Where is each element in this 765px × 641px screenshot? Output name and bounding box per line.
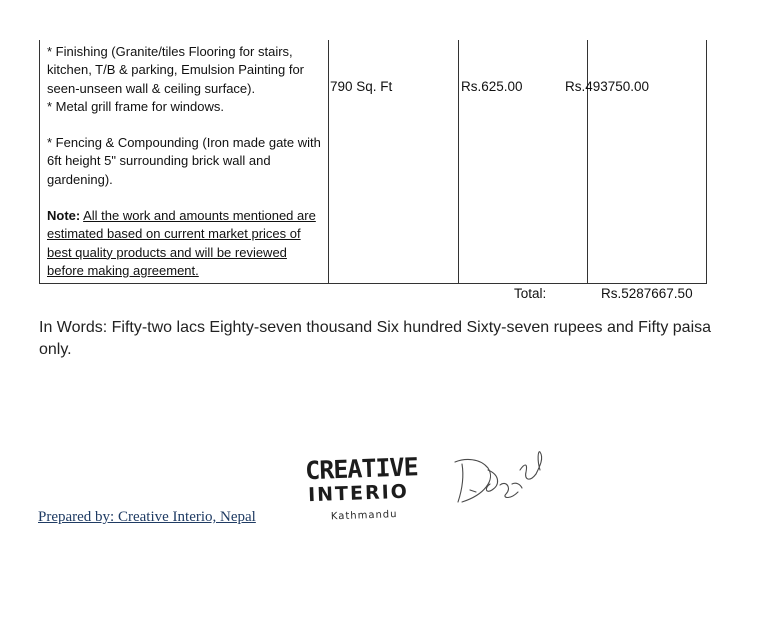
note-label: Note:	[47, 208, 81, 224]
note-text: All the work and amounts mentioned are estimated based on current market prices of best quality products and will be reviewed before making agreement.	[47, 208, 316, 278]
stamp-line-interio: INTERIO	[307, 480, 410, 507]
company-stamp-logo	[303, 451, 438, 531]
metal-grill-item: * Metal grill frame for windows.	[47, 98, 224, 114]
stamp-line-kathmandu: Kathmandu	[330, 509, 398, 523]
rate-column	[459, 40, 588, 283]
quantity-value: 790 Sq. Ft	[330, 79, 393, 94]
fencing-item: * Fencing & Compounding (Iron made gate with 6ft height 5" surrounding brick wall and gardening).	[47, 135, 321, 187]
amount-in-words: In Words: Fifty-two lacs Eighty-seven thousand Six hundred Sixty-seven rupees and Fifty paisa only.	[39, 319, 712, 358]
estimate-table	[39, 40, 707, 284]
total-label: Total:	[514, 286, 547, 301]
amount-value: Rs.493750.00	[565, 79, 650, 94]
description-cell	[47, 43, 327, 280]
finishing-item: * Finishing (Granite/tiles Flooring for stairs, kitchen, T/B & parking, Emulsion Painting for seen-unseen wall & ceiling surface).	[47, 44, 304, 96]
total-value: Rs.5287667.50	[601, 286, 693, 301]
note	[47, 207, 327, 280]
handwritten-signature	[440, 440, 560, 520]
rate-value: Rs.625.00	[461, 79, 523, 94]
quantity-column	[329, 40, 459, 283]
prepared-by: Prepared by: Creative Interio, Nepal	[38, 509, 256, 525]
stamp-line-creative: CREATIVE	[304, 452, 419, 486]
